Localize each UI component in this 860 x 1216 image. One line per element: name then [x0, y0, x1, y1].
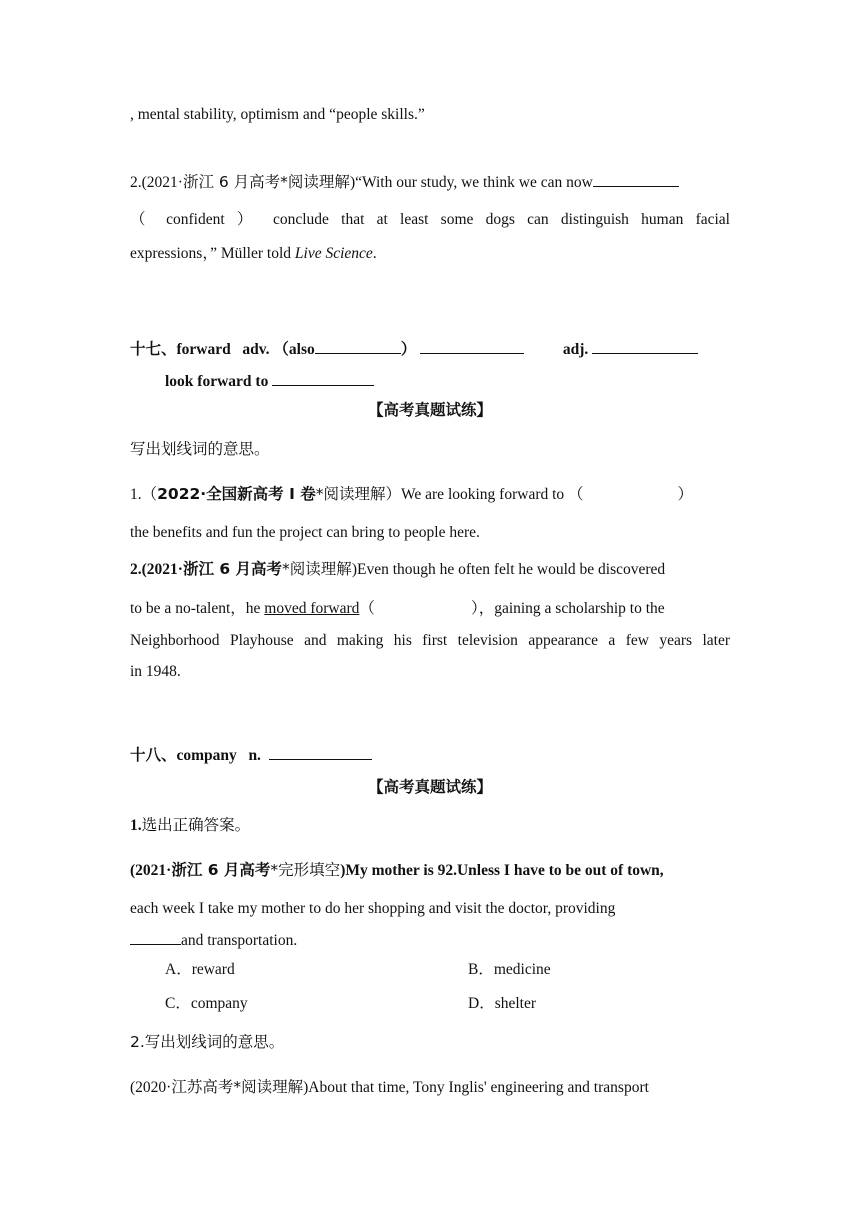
option-d[interactable] [468, 994, 536, 1014]
question-text: each week I take my mother to do her shopping and visit the doctor, providing [130, 900, 616, 917]
vocab-note: ） [400, 341, 417, 358]
instruction [130, 1032, 730, 1052]
question-2-line-1 [130, 1077, 730, 1098]
answer-blank[interactable] [593, 171, 679, 187]
option-b[interactable] [468, 960, 551, 980]
option-label: D．shelter [468, 995, 537, 1012]
question-text: in 1948. [130, 663, 181, 680]
option-label: A．reward [165, 961, 235, 978]
question-line-2 [130, 899, 730, 919]
answer-blank[interactable] [420, 338, 524, 354]
question-text: （ [359, 600, 375, 617]
text-fragment: , mental stability, optimism and “people skills.” [130, 106, 425, 123]
question-text: the benefits and fun the project can bring to people here. [130, 524, 480, 541]
section-17-header [130, 338, 730, 360]
question-text: )About that time, Tony Inglis' engineering and transport [303, 1079, 649, 1096]
question-text: )“With our study, we think we can now [349, 174, 593, 191]
italic-title: Live Science [294, 245, 373, 262]
question-source: 浙江 6 月高考 [182, 560, 283, 578]
question-2-line-2 [130, 210, 730, 230]
vocab-word: company [176, 747, 237, 764]
question-text: . [372, 245, 377, 262]
question-type-tag: *阅读理解 [282, 560, 352, 578]
question-text: expressions，” Müller told [130, 245, 295, 262]
option-a[interactable] [165, 960, 235, 980]
instruction-text: 写出划线词的意思。 [130, 440, 270, 458]
section-18-header [130, 744, 730, 766]
instruction-number: 1. [130, 817, 142, 834]
question-type-tag: *完形填空 [270, 861, 341, 879]
question-line-1 [130, 860, 730, 881]
question-2-line-3 [130, 631, 730, 651]
answer-blank[interactable] [272, 370, 374, 386]
part-of-speech: adv. [242, 341, 270, 358]
vocab-note: （also [273, 341, 315, 358]
heading-text: 【高考真题试练】 [367, 401, 492, 419]
answer-blank[interactable] [315, 338, 401, 354]
section-number: 十七、 [130, 340, 177, 358]
heading-text: 【高考真题试练】 [367, 778, 492, 796]
option-label: C．company [165, 995, 248, 1012]
question-2-line-4 [130, 662, 730, 682]
question-number: 2.(2021· [130, 174, 183, 191]
question-source: 江苏高考 [171, 1078, 234, 1096]
option-c[interactable] [165, 994, 248, 1014]
part-of-speech: n. [248, 747, 261, 764]
question-line-3 [130, 929, 730, 951]
section-17-phrase [165, 370, 765, 392]
question-2-line-2 [130, 599, 730, 619]
question-type-tag: *阅读理解 [233, 1078, 304, 1096]
question-number: 2.(2021· [130, 561, 183, 578]
section-heading [130, 777, 730, 797]
question-2-line-1 [130, 171, 730, 193]
question-text: ） [677, 486, 694, 503]
vocab-word: forward [176, 341, 231, 358]
question-number: 1.（ [130, 486, 158, 503]
option-label: B．medicine [468, 961, 551, 978]
text-line [130, 105, 730, 125]
question-text: )Even though he often felt he would be discovered [351, 561, 666, 578]
instruction [130, 439, 730, 459]
answer-blank[interactable] [269, 744, 372, 760]
question-text: ）We are looking forward to （ [385, 486, 584, 503]
question-text: ），gaining a scholarship to the [470, 600, 665, 617]
underlined-phrase: moved forward [264, 600, 360, 617]
question-text: )My mother is 92.Unless I have to be out of town, [340, 862, 664, 879]
question-type-tag: *阅读理解 [280, 173, 350, 191]
instruction-text: 2.写出划线词的意思。 [130, 1033, 285, 1051]
answer-blank[interactable] [130, 929, 181, 945]
section-heading [130, 400, 730, 420]
question-2-line-1 [130, 559, 730, 580]
instruction-text: 选出正确答案。 [141, 816, 251, 834]
question-type-tag: *阅读理解 [315, 485, 386, 503]
question-text: and transportation. [181, 932, 298, 949]
question-1-line-2 [130, 523, 730, 543]
question-source: 浙江 6 月高考 [171, 861, 271, 879]
question-number: (2021· [130, 862, 172, 879]
question-2-line-3 [130, 244, 730, 264]
question-source: 2022·全国新高考 I 卷 [157, 485, 316, 503]
section-number: 十八、 [130, 746, 177, 764]
question-text: Neighborhood Playhouse and making his first television appearance a few years later [130, 632, 730, 649]
question-text: （ confident ） conclude that at least some dogs can distinguish human facial [130, 211, 730, 228]
part-of-speech: adj. [562, 341, 589, 358]
question-1-line-1 [130, 484, 730, 505]
question-source: 浙江 6 月高考 [182, 173, 281, 191]
question-number: (2020· [130, 1079, 172, 1096]
instruction [130, 815, 730, 836]
vocab-phrase: look forward to [165, 373, 269, 390]
answer-blank[interactable] [592, 338, 698, 354]
question-text: to be a no-talent，he [130, 600, 265, 617]
